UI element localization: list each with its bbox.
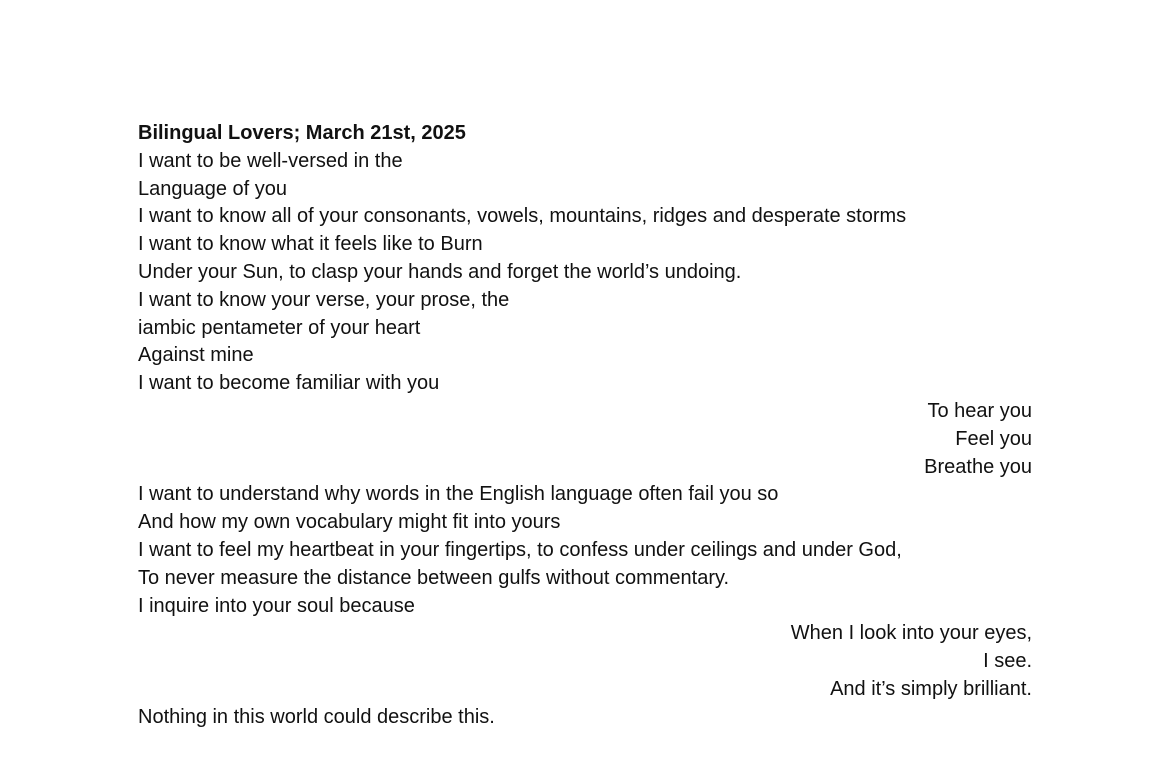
poem-line-right-aligned: Feel you [955,427,1032,450]
poem-line-right-aligned: When I look into your eyes, [790,622,1032,645]
poem-line: I inquire into your soul because [138,594,415,617]
poem-line: I want to know what it feels like to Burn [138,233,483,256]
poem-line: To never measure the distance between gulfs without commentary. [138,566,730,589]
poem-line: I want to feel my heartbeat in your fingertips, to confess under ceilings and under God, [138,538,902,561]
poem-line-right-aligned: I see. [983,650,1032,673]
poem-line: I want to know all of your consonants, vowels, mountains, ridges and desperate storms [138,205,907,228]
poem-document [138,120,1032,732]
poem-line: iambic pentameter of your heart [138,316,421,339]
poem-line: Against mine [138,344,254,367]
poem-line: I want to be well-versed in the [138,149,403,172]
poem-line: I want to know your verse, your prose, the [138,288,510,311]
poem-line: Under your Sun, to clasp your hands and forget the world’s undoing. [138,260,742,283]
poem-line-right-aligned: To hear you [927,399,1032,422]
poem-line-right-aligned: And it’s simply brilliant. [830,677,1032,700]
poem-line: And how my own vocabulary might fit into yours [138,511,561,534]
poem-title: Bilingual Lovers; March 21st, 2025 [138,122,466,144]
poem-line: I want to understand why words in the English language often fail you so [138,483,779,506]
poem-line-right-aligned: Breathe you [924,455,1032,478]
poem-line: I want to become familiar with you [138,372,440,395]
poem-line: Nothing in this world could describe this. [138,705,495,728]
poem-line: Language of you [138,177,288,200]
